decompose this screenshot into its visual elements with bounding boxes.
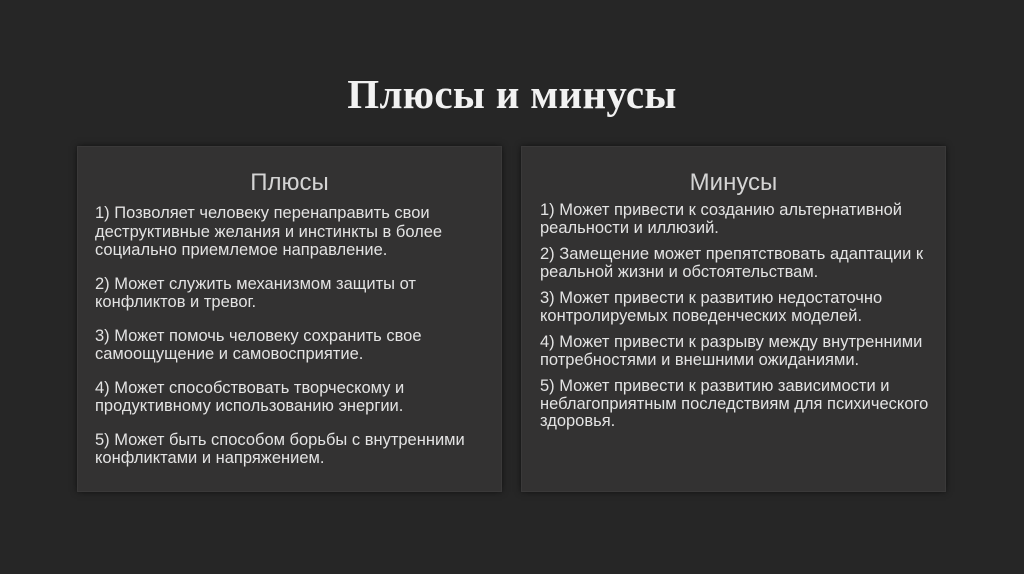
cons-heading: Минусы bbox=[689, 169, 778, 196]
cons-item: 3) Может привести к развитию недостаточно контролируемых поведенческих моделей. bbox=[540, 289, 883, 325]
cons-panel bbox=[521, 146, 946, 492]
pros-heading: Плюсы bbox=[250, 169, 329, 196]
pros-item: 3) Может помочь человеку сохранить свое самоощущение и самовосприятие. bbox=[95, 326, 422, 363]
pros-item: 4) Может способствовать творческому и продуктивному использованию энергии. bbox=[95, 378, 405, 415]
slide-title: Плюсы и минусы bbox=[347, 71, 677, 117]
cons-list bbox=[540, 202, 940, 440]
pros-panel bbox=[77, 146, 502, 492]
pros-list bbox=[95, 204, 495, 483]
cons-item: 4) Может привести к разрыву между внутренними потребностями и внешними ожиданиями. bbox=[540, 333, 923, 369]
pros-item: 2) Может служить механизмом защиты от конфликтов и тревог. bbox=[95, 274, 416, 311]
pros-item: 5) Может быть способом борьбы с внутренними конфликтами и напряжением. bbox=[95, 430, 465, 467]
pros-item: 1) Позволяет человеку перенаправить свои деструктивные желания и инстинкты в более социально приемлемое направление. bbox=[95, 204, 443, 259]
cons-item: 5) Может привести к развитию зависимости и неблагоприятным последствиям для психического здоровья. bbox=[540, 377, 929, 430]
cons-item: 2) Замещение может препятствовать адаптации к реальной жизни и обстоятельствам. bbox=[540, 245, 924, 281]
cons-item: 1) Может привести к созданию альтернативной реальности и иллюзий. bbox=[540, 201, 903, 237]
